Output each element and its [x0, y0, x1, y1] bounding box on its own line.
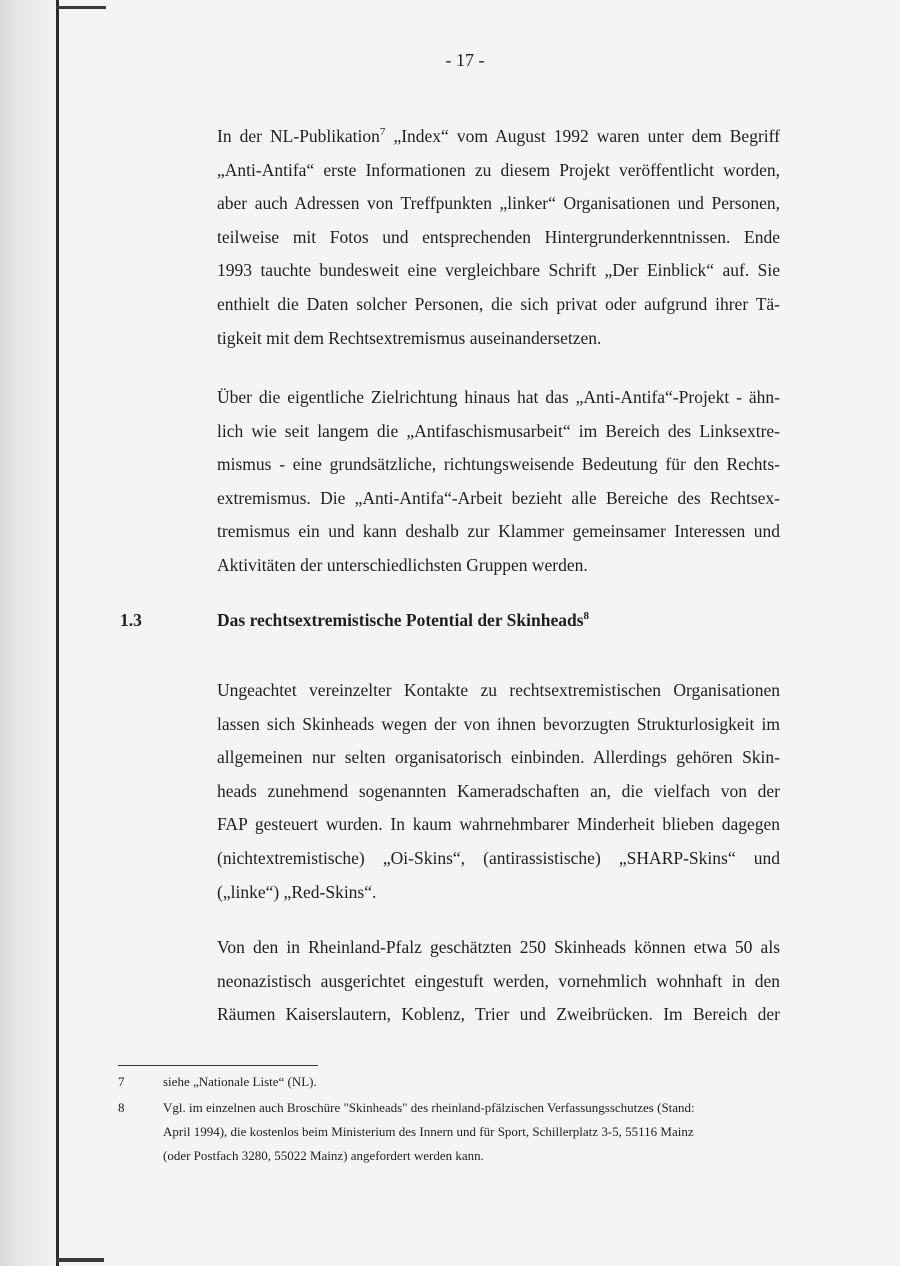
text-line: Über die eigentliche Zielrichtung hinaus hat das „Anti-Antifa“-Projekt - ähn-	[217, 387, 780, 407]
footnote-ref-7[interactable]: 7	[379, 126, 386, 138]
text-line: lich wie seit langem die „Antifaschismusarbeit“ im Bereich des Linksextre-	[217, 420, 780, 441]
text-line: mismus - eine grundsätzliche, richtungsweisende Bedeutung für den Rechts-	[217, 454, 780, 475]
paragraph-skinhead-organisation	[217, 674, 780, 909]
footnote-text: siehe „Nationale Liste“ (NL).	[163, 1074, 317, 1089]
text-line: FAP gesteuert wurden. In kaum wahrnehmbarer Minderheit blieben dagegen	[217, 814, 780, 835]
text-line: teilweise mit Fotos und entsprechenden Hintergrunderkenntnissen. Ende	[217, 226, 780, 247]
footnote-number: 7	[118, 1074, 125, 1089]
text-line: heads zunehmend sogenannten Kameradschaften an, die vielfach von der	[217, 780, 780, 801]
text-fragment: „Index“ vom August 1992 waren unter dem Begriff	[385, 126, 780, 146]
scan-binding-edge	[56, 0, 59, 1266]
text-line: tremismus ein und kann deshalb zur Klammer gemeinsamer Interessen und	[217, 521, 780, 542]
text-line: (nichtextremistische) „Oi-Skins“, (antirassistische) „SHARP-Skins“ und	[217, 847, 780, 868]
footnote-ref-8[interactable]: 8	[583, 610, 590, 622]
text-line: („linke“) „Red-Skins“.	[217, 881, 377, 902]
scan-binding-shadow	[0, 0, 62, 1266]
footnote-line: (oder Postfach 3280, 55022 Mainz) angefordert werden kann.	[163, 1148, 484, 1163]
text-line	[217, 120, 780, 154]
text-line: Von den in Rheinland-Pfalz geschätzten 250 Skinheads können etwa 50 als	[217, 937, 780, 957]
text-line: „Anti-Antifa“ erste Informationen zu diesem Projekt veröffentlicht worden,	[217, 159, 780, 180]
footnote-text	[163, 1096, 780, 1168]
paragraph-skinhead-numbers	[217, 931, 780, 1032]
text-line: lassen sich Skinheads wegen der von ihnen bevorzugten Strukturlosigkeit im	[217, 713, 780, 734]
text-line: Aktivitäten der unterschiedlichsten Gruppen werden.	[217, 554, 588, 575]
text-line: Ungeachtet vereinzelter Kontakte zu rechtsextremistischen Organisationen	[217, 680, 780, 700]
text-line: tigkeit mit dem Rechtsextremismus auseinandersetzen.	[217, 327, 602, 348]
section-title	[217, 610, 589, 631]
text-line: Räumen Kaiserslautern, Koblenz, Trier und Zweibrücken. Im Bereich der	[217, 1004, 780, 1025]
page-number: - 17 -	[445, 50, 485, 70]
paragraph-anti-antifa-significance	[217, 381, 780, 583]
text-line: extremismus. Die „Anti-Antifa“-Arbeit bezieht alle Bereiche des Rechtsex-	[217, 487, 780, 508]
section-title-text: Das rechtsextremistische Potential der Skinheads	[217, 610, 584, 630]
section-number: 1.3	[120, 610, 142, 630]
footnote-line: April 1994), die kostenlos beim Ministerium des Innern und für Sport, Schillerplatz 3-5, 55116 Mainz	[163, 1124, 694, 1139]
footnote-line: Vgl. im einzelnen auch Broschüre "Skinheads" des rheinland-pfälzischen Verfassungsschutzes (Stand:	[163, 1100, 695, 1115]
text-fragment: In der NL-Publikation	[217, 126, 380, 146]
scan-mark-bottom	[56, 1258, 104, 1262]
text-line: aber auch Adressen von Treffpunkten „linker“ Organisationen und Personen,	[217, 193, 780, 214]
text-line: neonazistisch ausgerichtet eingestuft werden, vornehmlich wohnhaft in den	[217, 970, 780, 991]
text-line: enthielt die Daten solcher Personen, die sich privat oder aufgrund ihrer Tä-	[217, 293, 780, 314]
scan-mark-top	[56, 6, 106, 9]
text-line: allgemeinen nur selten organisatorisch einbinden. Allerdings gehören Skin-	[217, 747, 780, 768]
footnote-separator	[118, 1065, 318, 1066]
text-line: 1993 tauchte bundesweit eine vergleichbare Schrift „Der Einblick“ auf. Sie	[217, 260, 780, 281]
footnote-number: 8	[118, 1100, 125, 1115]
paragraph-anti-antifa-publication	[217, 120, 780, 355]
